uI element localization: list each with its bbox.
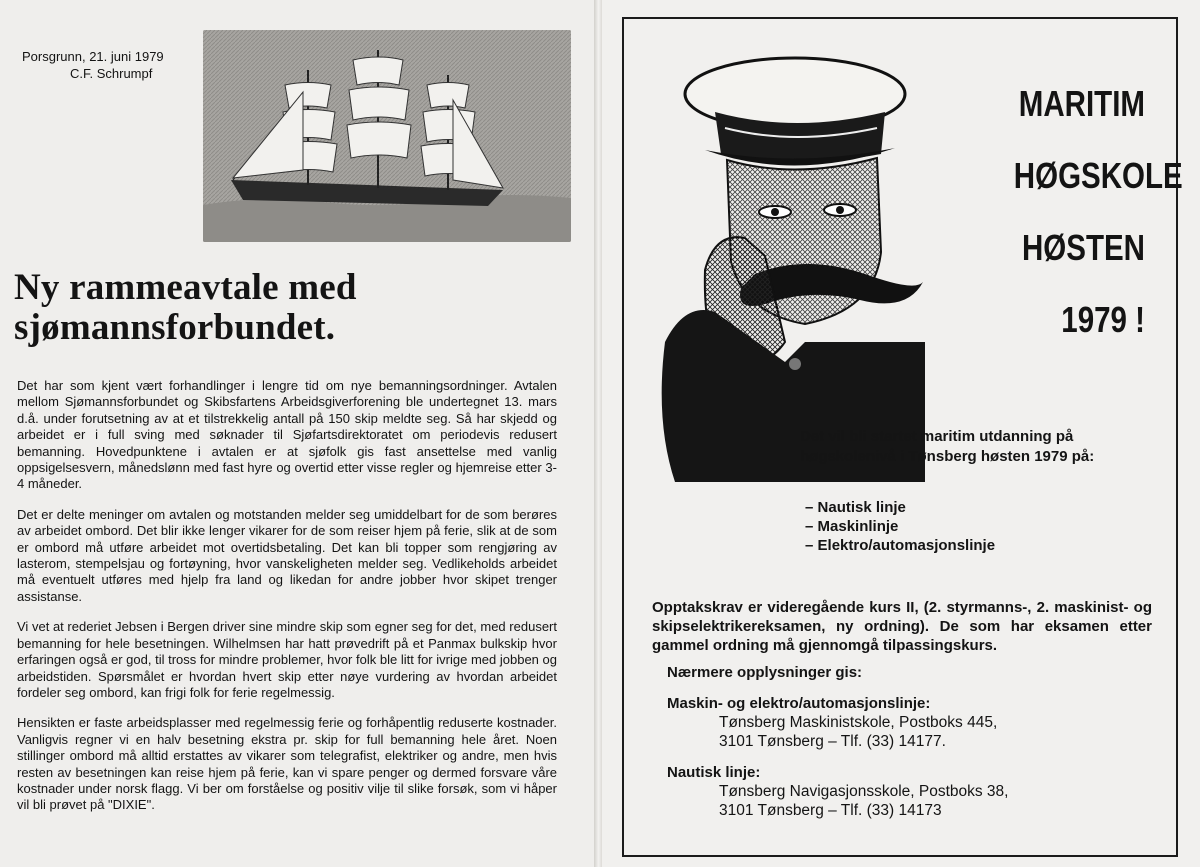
paragraph: Det har som kjent vært forhandlinger i lengre tid om nye bemanningsordninger. Avtalen mellom Sjømannsforbundet og Skibsfartens Arbeidsgiverforening ble undertegnet 13. mars d.å. under forutsetning av at et tilstrekkelig antall på 150 skip meldte seg. Så har skjedd og arbeidet er i full sving med søknader til Sjøfartsdirektoratet om periodevis redusert bemanning. Hovedpunktene i avtalen er at sjøfolk gis fast ansettelse med vanlig oppsigelsesvern, månedslønn med fast hyre og overtid etter visse regler og hjemreise etter 3-4 måneder. [17, 378, 557, 492]
place-date: Porsgrunn, 21. juni 1979 [22, 49, 164, 64]
title-line: HØGSKOLE [1013, 155, 1183, 196]
title-line: MARITIM [1018, 83, 1145, 124]
program-list [805, 498, 995, 555]
article-headline [14, 268, 574, 348]
paragraph: Vi vet at rederiet Jebsen i Bergen driver sine mindre skip som egner seg for det, med redusert bemanning for hele besetningen. Wilhelmsen har hatt prøvedrift på et Panmax bulkskip hvor erfaringen også er god, til tross for mindre problemer, hvor folk ble litt for ivrige med jobben og arbeidstiden. Spørsmålet er hvordan hvert skip etter nøye vurdering av hvordan arbeidet fordeler seg ombord, kan frigi folk for ferie regelmessig. [17, 619, 557, 700]
title-line: 1979 ! [1061, 299, 1145, 340]
contact1-address: Tønsberg Maskinistskole, Postboks 445, [719, 714, 998, 731]
contact2-phone: 3101 Tønsberg – Tlf. (33) 14173 [719, 802, 942, 819]
admission-requirements: Opptakskrav er videregående kurs II, (2. styrmanns-, 2. maskinist- og skipselektrikereksamen, ny ordning). De som har eksamen etter gammel ordning må gjennomgå tilpassingskurs. [652, 599, 1152, 654]
program-item: – Nautisk linje [805, 498, 995, 517]
program-item: – Maskinlinje [805, 517, 995, 536]
title-line: HØSTEN [1021, 227, 1145, 268]
poster-title [1013, 68, 1183, 356]
paragraph: Det er delte meninger om avtalen og motstanden melder seg umiddelbart for de som berøres av arbeidet ombord. Det blir ikke lenger vikarer for de som reiser hjem på ferie, slik at de som er ombord må utføre arbeidet mot overtidsbetaling. Det kan bli topper som rengjøring av lasterom, stempelsjau og fortøyning, hvor vanskeligheten melder seg. Vedlikeholds arbeidet må eventuelt utføres med hjelp fra land og likedan for andre jobber hvor skipet trenger assistanse. [17, 506, 557, 604]
contact2-address: Tønsberg Navigasjonsskole, Postboks 38, [719, 783, 1009, 800]
contact2-heading: Nautisk linje: [667, 764, 761, 781]
contact1-phone: 3101 Tønsberg – Tlf. (33) 14177. [719, 733, 946, 750]
contact-info [667, 663, 1137, 820]
sailing-ship-image [203, 30, 571, 242]
left-page [0, 0, 596, 867]
officer-pointing-image [645, 42, 925, 482]
headline-line-1: Ny rammeavtale med [14, 267, 357, 308]
more-info-heading: Nærmere opplysninger gis: [667, 664, 863, 681]
pointing-officer-icon [645, 42, 925, 482]
author-name: C.F. Schrumpf [70, 66, 153, 81]
paragraph: Hensikten er faste arbeidsplasser med regelmessig ferie og forhåpentlig reduserte kostnader. Vanligvis regner vi en halv besetning ekstra pr. skip for full bemanning hele året. Noen stillinger ombord må alltid erstattes av vikarer som telegrafist, elektriker og andre, men hvis resten av besetningen kan reise hjem på ferie, kan vi spare penger og dermed forsvare våre kostnader under norsk flagg. Vi ber om forståelse og positiv vilje til slike forsøk, som vi håper vil bli prøvet på "DIXIE". [17, 715, 557, 813]
ship-illustration-icon [203, 30, 571, 242]
article-body [17, 378, 557, 828]
program-item: – Elektro/automasjonslinje [805, 536, 995, 555]
contact1-heading: Maskin- og elektro/automasjonslinje: [667, 695, 931, 712]
headline-line-2: sjømannsforbundet. [14, 307, 336, 348]
signature-block [22, 48, 164, 82]
intro-text: Det vil bli startet maritim utdanning på høgskolenivå i Tønsberg høsten 1979 på: [800, 428, 1095, 465]
